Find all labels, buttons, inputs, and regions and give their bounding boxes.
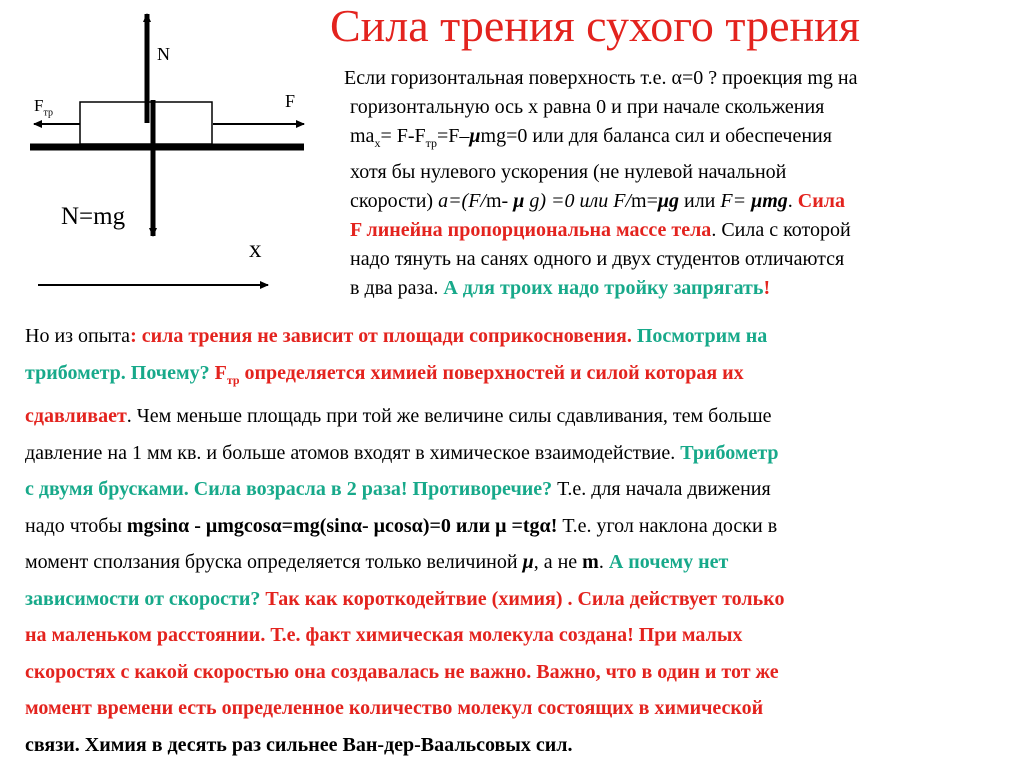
text-line: связи. Химия в десять раз сильнее Ван-дер-Ваальсовых сил. <box>25 733 573 756</box>
text-line: скоростях с какой скоростью она создавалась не важно. Важно, что в один и тот же <box>25 660 779 683</box>
label-f: F <box>285 91 296 111</box>
text-line: момент времени есть определенное количество молекул состоящих в химической <box>25 697 764 719</box>
label-n: N <box>157 44 170 64</box>
text-line: хотя бы нулевого ускорения (не нулевой начальной <box>350 161 787 183</box>
text-line: на маленьком расстоянии. Т.е. факт химическая молекула создана! При малых <box>25 624 743 646</box>
page-title: Сила трения сухого трения <box>330 0 860 51</box>
text-line: Но из опыта: сила трения не зависит от площади соприкосновения. Посмотрим на <box>25 325 768 347</box>
label-n-mg: N=mg <box>61 203 126 230</box>
text-line: надо тянуть на санях одного и двух студентов отличаются <box>350 248 845 270</box>
text-line: трибометр. Почему? $F_{тр}$ определяется химией поверхностей и силой которая их <box>25 361 744 387</box>
text-line: F линейна пропорциональна массе тела. Сила с которой <box>350 219 851 241</box>
label-x: x <box>249 236 262 263</box>
text-line: $ma_x= F-F_{тр}=F-\mu mg=0$ или для баланса сил и обеспечения <box>350 125 832 150</box>
label-ftr: $F_{тр}$ <box>34 96 53 119</box>
text-line: надо чтобы mgsinα - μmgcosα=mg(sinα- μcosα)=0 или μ =tgα! Т.е. угол наклона доски в <box>25 514 778 537</box>
text-line: давление на 1 мм кв. и больше атомов входят в химическое взаимодействие. Трибометр <box>25 441 779 464</box>
text-line: скорости) a=(F/m- μ g) =0 или F/m=μg или F= μmg. Сила <box>350 190 845 212</box>
paragraph-horizontal-surface <box>344 64 1016 303</box>
text-line: с двумя брусками. Сила возрасла в 2 раза! Противоречие? Т.е. для начала движения <box>25 478 771 500</box>
text-line: в два раза. А для троих надо тройку запрягать! <box>350 277 771 299</box>
text-line: момент сползания бруска определяется только величиной μ, а не m. А почему нет <box>25 551 729 573</box>
text-line: зависимости от скорости? Так как короткодейтвие (химия) . Сила действует только <box>25 587 785 610</box>
text-line: сдавливает. Чем меньше площадь при той же величине силы сдавливания, тем больше <box>25 405 772 427</box>
text-line: горизонтальную ось х равна 0 и при начале скольжения <box>350 96 825 118</box>
paragraph-experiment <box>25 318 1005 763</box>
text-line: Если горизонтальная поверхность т.е. α=0 ? проекция mg на <box>344 67 858 89</box>
